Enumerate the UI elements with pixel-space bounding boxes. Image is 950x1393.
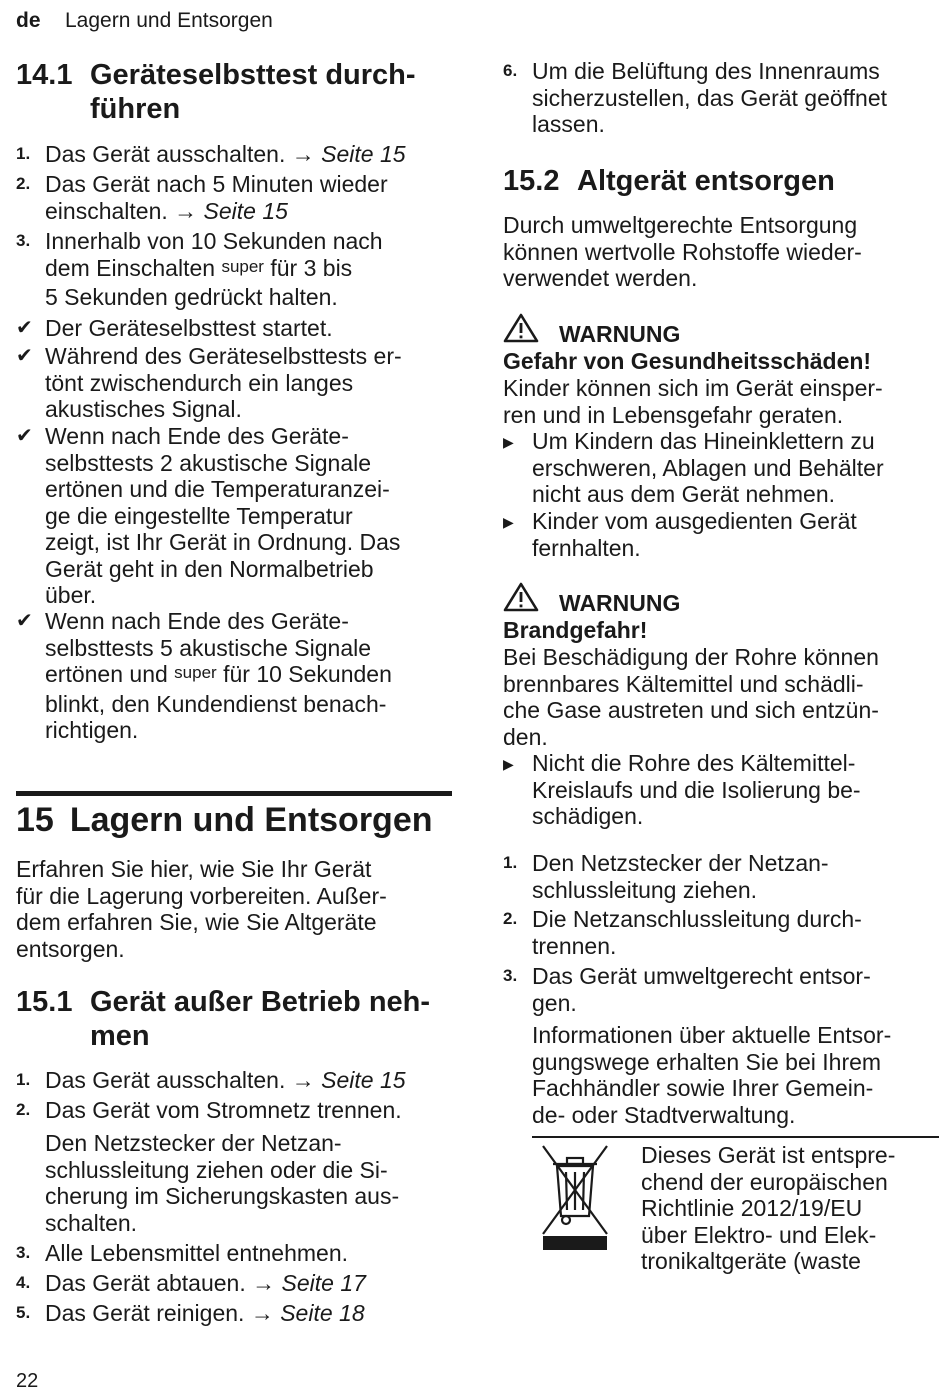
section-number: 14.1	[16, 59, 73, 91]
crossed-out-bin-icon	[539, 1142, 611, 1254]
step-number: 5.	[16, 1303, 31, 1322]
warning-label: WARNUNG	[559, 321, 681, 347]
chapter-15-heading	[16, 800, 433, 840]
step-number: 3.	[16, 231, 31, 250]
step-number: 3.	[503, 966, 518, 985]
triangle-bullet-icon: ▶	[503, 756, 514, 772]
check-icon: ✔	[16, 610, 33, 632]
language-code: de	[16, 9, 41, 32]
weee-rule	[532, 1136, 939, 1138]
chapter-number: 15	[16, 801, 54, 839]
page-link[interactable]: Seite 15	[321, 141, 406, 167]
page-link[interactable]: Seite 18	[280, 1300, 365, 1326]
warning-triangle-icon	[503, 313, 539, 343]
step-number: 1.	[16, 144, 31, 163]
step-number: 6.	[503, 61, 518, 80]
step-number: 2.	[503, 909, 518, 928]
page-link[interactable]: Seite 15	[203, 197, 288, 224]
warning-triangle-icon	[503, 582, 539, 612]
step-number: 2.	[16, 1100, 31, 1119]
section-number: 15.1	[16, 986, 73, 1018]
check-icon: ✔	[16, 425, 33, 447]
section-title: Altgerät entsorgen	[577, 165, 835, 197]
step-number: 1.	[16, 1070, 31, 1089]
section-title: Gerät außer Betrieb neh- men	[90, 986, 431, 1052]
page-link[interactable]: Seite 17	[281, 1270, 366, 1296]
step-number: 1.	[503, 853, 518, 872]
triangle-bullet-icon: ▶	[503, 434, 514, 450]
step-number: 3.	[16, 1243, 31, 1262]
chapter-intro: Erfahren Sie hier, wie Sie Ihr Gerät für die Lagerung vorbereiten. Außer- dem erfahren Sie, wie Sie Altgeräte entsorgen.	[16, 856, 387, 962]
check-icon: ✔	[16, 345, 33, 367]
weee-text: Dieses Gerät ist entspre- chend der europäischen Richtlinie 2012/19/EU über Elektro- und Elek- tronikaltgeräte (waste	[641, 1142, 896, 1274]
section-intro: Durch umweltgerechte Entsorgung können wertvolle Rohstoffe wieder- verwendet werden.	[503, 212, 862, 291]
triangle-bullet-icon: ▶	[503, 514, 514, 530]
running-header-title: Lagern und Entsorgen	[65, 9, 273, 32]
warning-text: Kinder können sich im Gerät einsper- ren und in Lebensgefahr geraten.	[503, 375, 883, 428]
section-number: 15.2	[503, 165, 560, 197]
super-button-symbol: super	[221, 256, 264, 276]
chapter-rule	[16, 791, 452, 796]
warning-heading: Brandgefahr!	[503, 617, 648, 643]
section-title: Geräteselbsttest durch- führen	[90, 59, 416, 125]
warning-text: Bei Beschädigung der Rohre können brennbares Kältemittel und schädli- che Gase austreten und sich entzün- den.	[503, 644, 879, 750]
step-number: 2.	[16, 174, 31, 193]
page-link[interactable]: Seite 15	[321, 1067, 406, 1093]
check-icon: ✔	[16, 317, 33, 339]
super-button-symbol: super	[174, 663, 217, 682]
warning-label: WARNUNG	[559, 590, 681, 616]
chapter-title: Lagern und Entsorgen	[69, 801, 433, 839]
page-number: 22	[16, 1370, 39, 1392]
warning-heading: Gefahr von Gesundheitsschäden!	[503, 348, 872, 374]
step-number: 4.	[16, 1273, 31, 1292]
